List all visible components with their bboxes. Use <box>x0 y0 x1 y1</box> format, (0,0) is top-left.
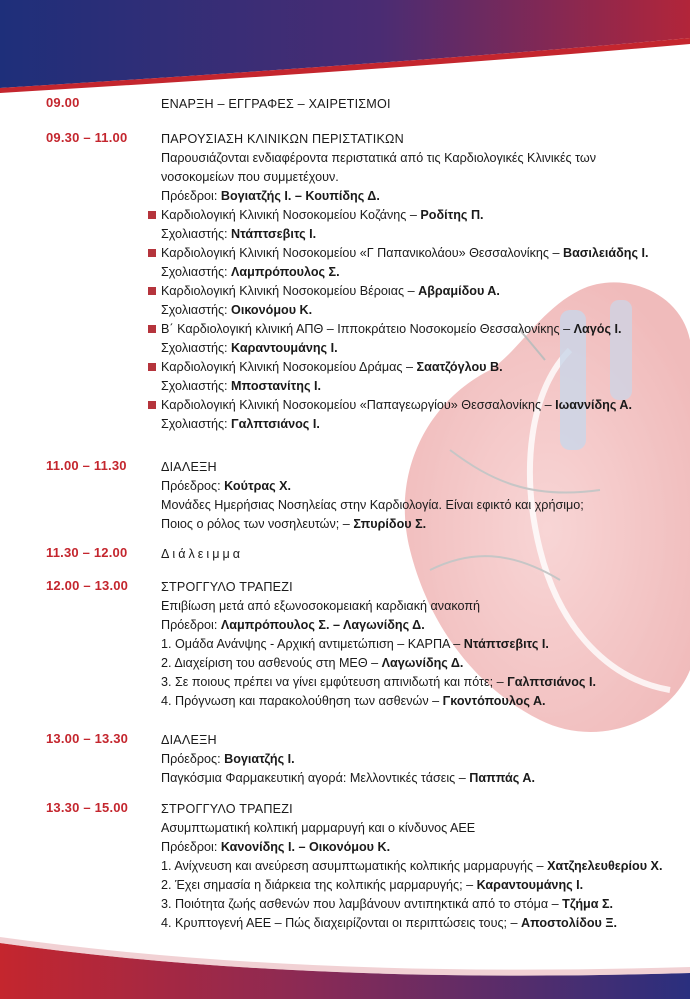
session-subtitle: Ασυμπτωματική κολπική μαρμαρυγή και ο κίνδυνος ΑΕΕ <box>161 821 476 835</box>
talk-item: 1. Ανίχνευση και ανεύρεση ασυμπτωματικής κολπικής μαρμαρυγής – Χατζηελευθερίου Χ. <box>161 859 663 873</box>
footer-wave <box>0 915 690 999</box>
session-time: 11.00 – 11.30 <box>46 458 127 473</box>
lecture-topic: Ποιος ο ρόλος των νοσηλευτών; – Σπυρίδου Σ. <box>161 517 427 531</box>
case-reviewer: Σχολιαστής: Μποστανίτης Ι. <box>161 379 321 393</box>
session-subtitle: Επιβίωση μετά από εξωνοσοκομειακή καρδιακή ανακοπή <box>161 599 481 613</box>
session-time: 12.00 – 13.00 <box>46 578 129 593</box>
square-bullet-icon <box>148 249 156 257</box>
case-reviewer: Σχολιαστής: Ντάπτσεβιτς Ι. <box>161 227 317 241</box>
session-description: Παρουσιάζονται ενδιαφέροντα περιστατικά από τις Καρδιολογικές Κλινικές των νοσοκομείων που συμμετέχουν. <box>161 151 597 184</box>
case-item: Καρδιολογική Κλινική Νοσοκομείου Κοζάνης – Ροδίτης Π. <box>161 206 681 225</box>
session-time: 11.30 – 12.00 <box>46 545 128 560</box>
lecture-topic: Παγκόσμια Φαρμακευτική αγορά: Μελλοντικές τάσεις – Παππάς Α. <box>161 771 535 785</box>
chairs-line: Πρόεδροι: Βογιατζής Ι. – Κουπίδης Δ. <box>161 189 380 203</box>
session-title: ΔΙΑΛΕΞΗ <box>161 460 217 474</box>
case-reviewer: Σχολιαστής: Καραντουμάνης Ι. <box>161 341 338 355</box>
case-reviewer: Σχολιαστής: Λαμπρόπουλος Σ. <box>161 265 340 279</box>
talk-item: 3. Ποιότητα ζωής ασθενών που λαμβάνουν αντιπηκτικά από το στόμα – Τζήμα Σ. <box>161 897 614 911</box>
session-time: 09.00 <box>46 95 80 110</box>
talk-item: 2. Διαχείριση του ασθενούς στη ΜΕΘ – Λαγωνίδης Δ. <box>161 656 464 670</box>
talk-item: 1. Ομάδα Ανάνψης - Αρχική αντιμετώπιση – ΚΑΡΠΑ – Ντάπτσεβιτς Ι. <box>161 637 549 651</box>
talk-item: 4. Κρυπτογενή ΑΕΕ – Πώς διαχειρίζονται οι περιπτώσεις τους; – Αποστολίδου Ξ. <box>161 916 617 930</box>
talk-item: 4. Πρόγνωση και παρακολούθηση των ασθενών – Γκοντόπουλος Α. <box>161 694 546 708</box>
session-time: 13.30 – 15.00 <box>46 800 129 815</box>
chairs-line: Πρόεδροι: Λαμπρόπουλος Σ. – Λαγωνίδης Δ. <box>161 618 425 632</box>
chair-line: Πρόεδρος: Κούτρας Χ. <box>161 479 292 493</box>
square-bullet-icon <box>148 325 156 333</box>
session-title: ΔΙΑΛΕΞΗ <box>161 733 217 747</box>
header-banner <box>0 0 690 95</box>
session-time: 13.00 – 13.30 <box>46 731 129 746</box>
session-title: Διάλειμμα <box>161 547 243 561</box>
chair-line: Πρόεδρος: Βογιατζής Ι. <box>161 752 295 766</box>
square-bullet-icon <box>148 363 156 371</box>
case-item: Β΄ Καρδιολογική κλινική ΑΠΘ – Ιπποκράτειο Νοσοκομείο Θεσσαλονίκης – Λαγός Ι. <box>161 320 681 339</box>
talk-item: 3. Σε ποιους πρέπει να γίνει εμφύτευση απινιδωτή και πότε; – Γαλπτσιάνος Ι. <box>161 675 596 689</box>
square-bullet-icon <box>148 401 156 409</box>
session-title: ΣΤΡΟΓΓΥΛΟ ΤΡΑΠΕΖΙ <box>161 802 293 816</box>
case-item: Καρδιολογική Κλινική Νοσοκομείου «Γ Παπανικολάου» Θεσσαλονίκης – Βασιλειάδης Ι. <box>161 244 681 263</box>
session-title: ΕΝΑΡΞΗ – ΕΓΓΡΑΦΕΣ – ΧΑΙΡΕΤΙΣΜΟΙ <box>161 97 391 111</box>
case-reviewer: Σχολιαστής: Οικονόμου Κ. <box>161 303 313 317</box>
case-item: Καρδιολογική Κλινική Νοσοκομείου Βέροιας – Αβραμίδου Α. <box>161 282 681 301</box>
square-bullet-icon <box>148 211 156 219</box>
lecture-topic: Μονάδες Ημερήσιας Νοσηλείας στην Καρδιολογία. Είναι εφικτό και χρήσιμο; <box>161 498 584 512</box>
chair-names: Βογιατζής Ι. – Κουπίδης Δ. <box>220 189 380 203</box>
session-title: ΠΑΡΟΥΣΙΑΣΗ ΚΛΙΝΙΚΩΝ ΠΕΡΙΣΤΑΤΙΚΩΝ <box>161 132 404 146</box>
session-title: ΣΤΡΟΓΓΥΛΟ ΤΡΑΠΕΖΙ <box>161 580 293 594</box>
square-bullet-icon <box>148 287 156 295</box>
chairs-line: Πρόεδροι: Κανονίδης Ι. – Οικονόμου Κ. <box>161 840 391 854</box>
case-reviewer: Σχολιαστής: Γαλπτσιάνος Ι. <box>161 417 320 431</box>
case-item: Καρδιολογική Κλινική Νοσοκομείου Δράμας – Σαατζόγλου Β. <box>161 358 681 377</box>
talk-item: 2. Έχει σημασία η διάρκεια της κολπικής μαρμαρυγής; – Καραντουμάνης Ι. <box>161 878 584 892</box>
case-item: Καρδιολογική Κλινική Νοσοκομείου «Παπαγεωργίου» Θεσσαλονίκης – Ιωαννίδης Α. <box>161 396 681 415</box>
session-time: 09.30 – 11.00 <box>46 130 128 145</box>
